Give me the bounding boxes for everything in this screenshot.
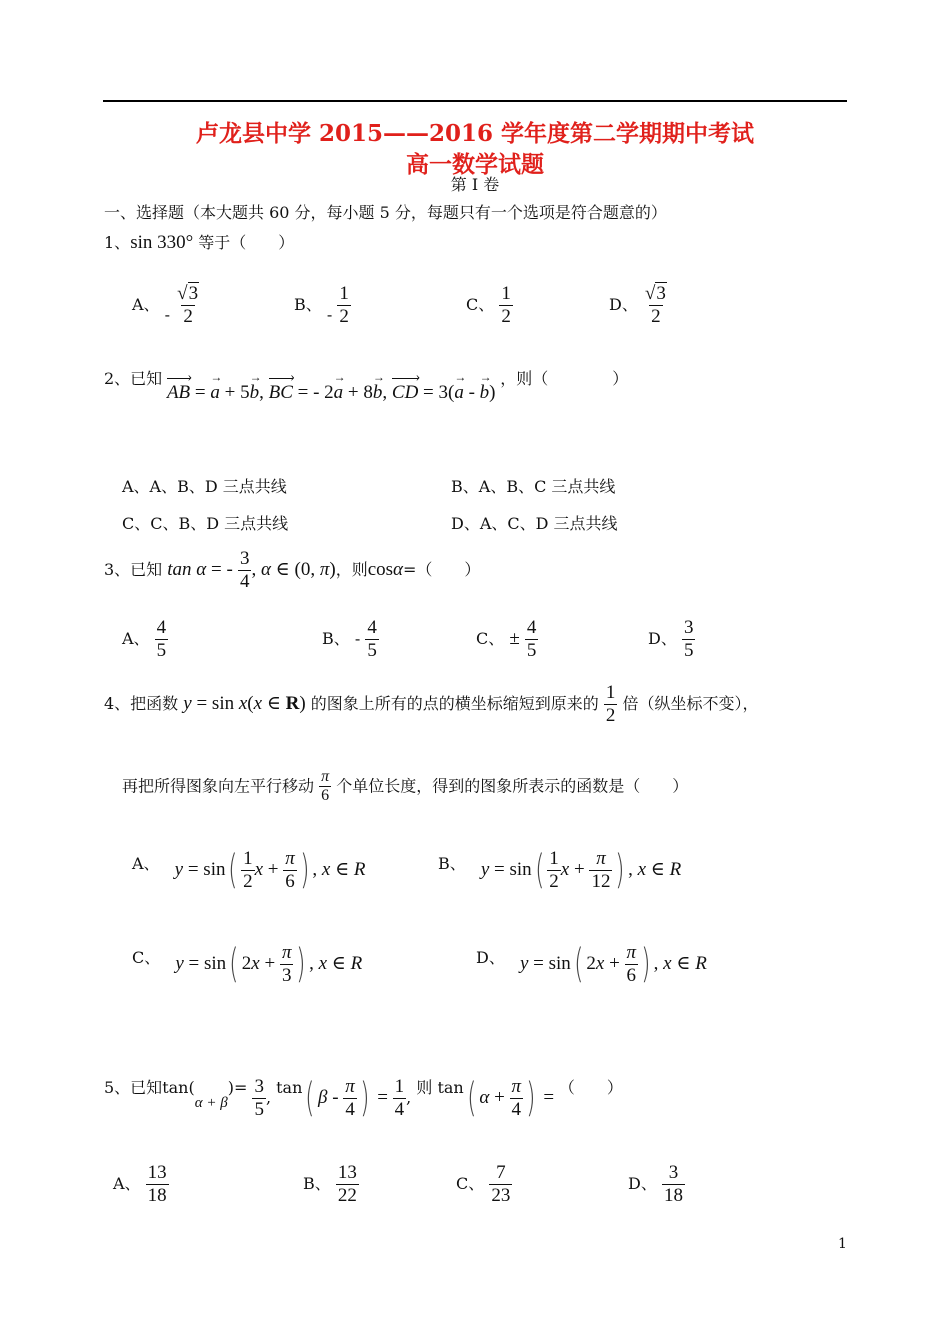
q1-option-c[interactable]: C、 $\frac{1}{2}$ [466,283,511,327]
q1-option-a[interactable]: A、 - $\frac{√3}{2}$ [132,283,199,327]
question-3: 3、已知 tan α = - $\frac{3}{4}$ , α ∈ (0, π)，则cosα=（ ） [104,548,481,592]
q3-option-c[interactable]: C、 ± $\frac{4}{5}$ [476,617,537,661]
question-2: 2、已知 AB › = → a + 5→ b, BC › = - 2→ a + 8→ b, CD › = 3(→ a - → b) ，则（ ） [104,366,628,390]
q5-option-d[interactable]: D、 $\frac{3}{18}$ [628,1162,683,1206]
q2-option-d[interactable]: D、A、C、D 三点共线 [451,514,618,533]
q5-option-b[interactable]: B、 $\frac{13}{22}$ [303,1162,357,1206]
q3-option-d[interactable]: D、 $\frac{3}{5}$ [648,617,694,661]
q2-vector-expression: AB › = → a + 5→ b, BC › = - 2→ a + 8→ b, CD › = 3(→ a - → b) [162,382,500,403]
question-1: 1、sin 330° 等于（ ） [104,232,295,253]
question-5: 5、已知tan(α + β)= $\frac{3}{5}$ , tan( β - $\frac{\pi}{4}$ ) = $\frac{1}{4}$ , 则 tan( α + $\frac{\pi}{4}$ ) = （ ） [104,1075,623,1122]
q3-option-b[interactable]: B、 - $\frac{4}{5}$ [322,617,377,661]
question-4-line2: 再把所得图象向左平行移动 $\frac{\pi}{6}$ 个单位长度，得到的图象所表示的函数是（ ） [122,768,689,805]
q2-option-b[interactable]: B、A、B、C 三点共线 [451,477,616,496]
q4-option-c[interactable]: C、 y = sin( 2x + $\frac{\pi}{3}$ ) , x ∈ R [132,941,363,988]
q4-option-d[interactable]: D、 y = sin( 2x + $\frac{\pi}{6}$ ) , x ∈ R [476,941,707,988]
page-number: 1 [838,1236,847,1252]
exam-title: 卢龙县中学 2015——2016 学年度第二学期期中考试 [195,120,755,147]
q4-option-a[interactable]: A、 y = sin( $\frac{1}{2}$ x + $\frac{\pi}{6}$ ) , x ∈ R [132,847,366,894]
question-4: 4、把函数 y = sin x(x ∈ R) 的图象上所有的点的横坐标缩短到原来的 $\frac{1}{2}$ 倍（纵坐标不变）， [104,682,759,726]
exam-subtitle: 高一数学试题 [406,151,544,178]
q3-option-a[interactable]: A、 $\frac{4}{5}$ [122,617,167,661]
q4-option-b[interactable]: B、 y = sin( $\frac{1}{2}$ x + $\frac{\pi}{12}$ ) , x ∈ R [438,847,682,894]
q1-option-d[interactable]: D、 $\frac{√3}{2}$ [609,283,666,327]
section-heading: 一、选择题（本大题共 60 分，每小题 5 分，每题只有一个选项是符合题意的） [104,203,667,222]
q5-option-a[interactable]: A、 $\frac{13}{18}$ [113,1162,167,1206]
q5-option-c[interactable]: C、 $\frac{7}{23}$ [456,1162,511,1206]
top-rule [103,100,847,102]
q1-option-b[interactable]: B、 - $\frac{1}{2}$ [294,283,349,327]
q2-option-a[interactable]: A、A、B、D 三点共线 [122,477,287,496]
q2-option-c[interactable]: C、C、B、D 三点共线 [122,514,289,533]
q1-expression: sin 330° [130,232,194,253]
volume-label: 第 I 卷 [450,175,500,194]
